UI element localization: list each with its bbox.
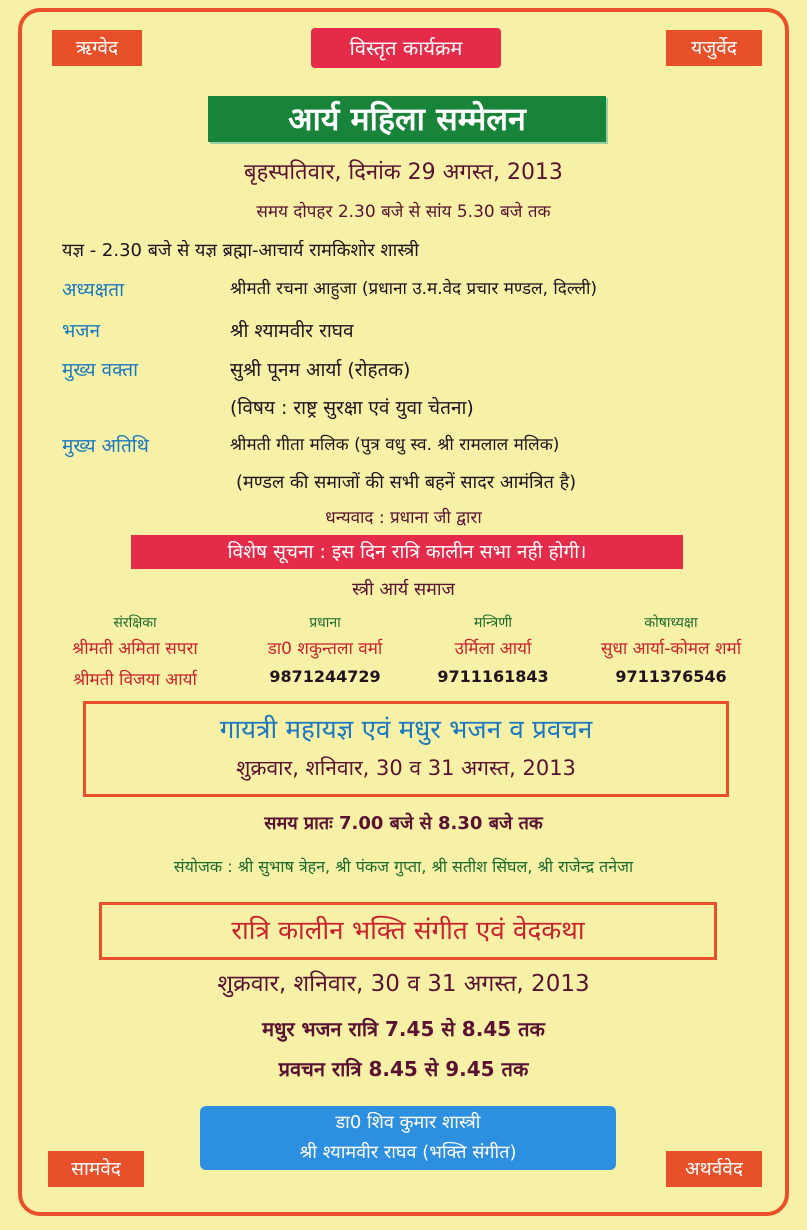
row-label-presidency: अध्यक्षता [62,279,125,301]
office-role: कोषाध्यक्षा [644,615,698,631]
office-name: उर्मिला आर्या [454,639,532,659]
row-value-chief-speaker: सुश्री पूनम आर्या (रोहतक) [230,359,411,381]
office-phone: 9711376546 [615,667,727,686]
office-name: श्रीमती विजया आर्या [73,670,197,690]
event1-yagya: यज्ञ - 2.30 बजे से यज्ञ ब्रह्मा-आचार्य रामकिशोर शास्त्री [62,240,419,261]
speakers-box [200,1106,616,1170]
event3-pravachan-time: प्रवचन रात्रि 8.45 से 9.45 तक [278,1057,529,1081]
event2-title: गायत्री महायज्ञ एवं मधुर भजन व प्रवचन [219,715,593,745]
corner-label-atharvaveda: अथर्ववेद [666,1151,762,1187]
office-name: श्रीमती अमिता सपरा [72,639,198,659]
row-value-topic: (विषय : राष्ट्र सुरक्षा एवं युवा चेतना) [230,397,474,419]
corner-label-samaveda: सामवेद [48,1151,144,1187]
program-tag: विस्तृत कार्यक्रम [311,28,501,68]
office-name: सुधा आर्या-कोमल शर्मा [600,639,742,659]
office-role: प्रधाना [309,615,341,631]
corner-label-rigveda: ऋग्वेद [52,30,142,66]
row-value-bhajan: श्री श्यामवीर राघव [230,320,354,342]
event2-convenors: संयोजक : श्री सुभाष त्रेहन, श्री पंकज गुप्ता, श्री सतीश सिंघल, श्री राजेन्द्र तनेजा [173,857,634,876]
office-column-president [235,613,415,686]
office-role: संरक्षिका [113,615,157,631]
office-name: डा0 शकुन्तला वर्मा [267,639,383,659]
row-value-presidency: श्रीमती रचना आहुजा (प्रधाना उ.म.वेद प्रचार मण्डल, दिल्ली) [230,279,598,299]
event1-title: आर्य महिला सम्मेलन [208,96,606,142]
office-phone: 9711161843 [437,667,549,686]
stree-heading: स्त्री आर्य समाज [352,579,455,600]
event2-date: शुक्रवार, शनिवार, 30 व 31 अगस्त, 2013 [236,756,576,780]
office-column-secretary [418,613,568,686]
office-column-patron [40,613,230,690]
special-notice: विशेष सूचना : इस दिन रात्रि कालीन सभा नही होगी। [131,535,683,569]
event1-date: बृहस्पतिवार, दिनांक 29 अगस्त, 2013 [244,160,563,185]
speaker-name: श्री श्यामवीर राघव (भक्ति संगीत) [299,1142,517,1163]
speaker-name: डा0 शिव कुमार शास्त्री [335,1112,481,1133]
row-label-chief-guest: मुख्य अतिथि [62,435,149,457]
event3-bhajan-time: मधुर भजन रात्रि 7.45 से 8.45 तक [262,1017,545,1041]
event3-box [99,902,717,960]
office-role: मन्त्रिणी [473,615,513,631]
office-column-treasurer [566,613,776,686]
event1-thanks: धन्यवाद : प्रधाना जी द्वारा [325,508,482,528]
office-phone: 9871244729 [269,667,381,686]
corner-label-yajurveda: यजुर्वेद [666,30,762,66]
event1-invite: (मण्डल की समाजों की सभी बहनें सादर आमंत्रित है) [236,472,577,493]
event3-date: शुक्रवार, शनिवार, 30 व 31 अगस्त, 2013 [217,971,590,997]
event1-time: समय दोपहर 2.30 बजे से सांय 5.30 बजे तक [256,202,551,222]
row-value-chief-guest: श्रीमती गीता मलिक (पुत्र वधु स्व. श्री रामलाल मलिक) [230,435,560,455]
row-label-bhajan: भजन [62,320,101,342]
event2-box [83,701,729,797]
row-label-chief-speaker: मुख्य वक्ता [62,359,139,381]
event3-title: रात्रि कालीन भक्ति संगीत एवं वेदकथा [231,916,585,946]
event2-time: समय प्रातः 7.00 बजे से 8.30 बजे तक [264,813,543,834]
